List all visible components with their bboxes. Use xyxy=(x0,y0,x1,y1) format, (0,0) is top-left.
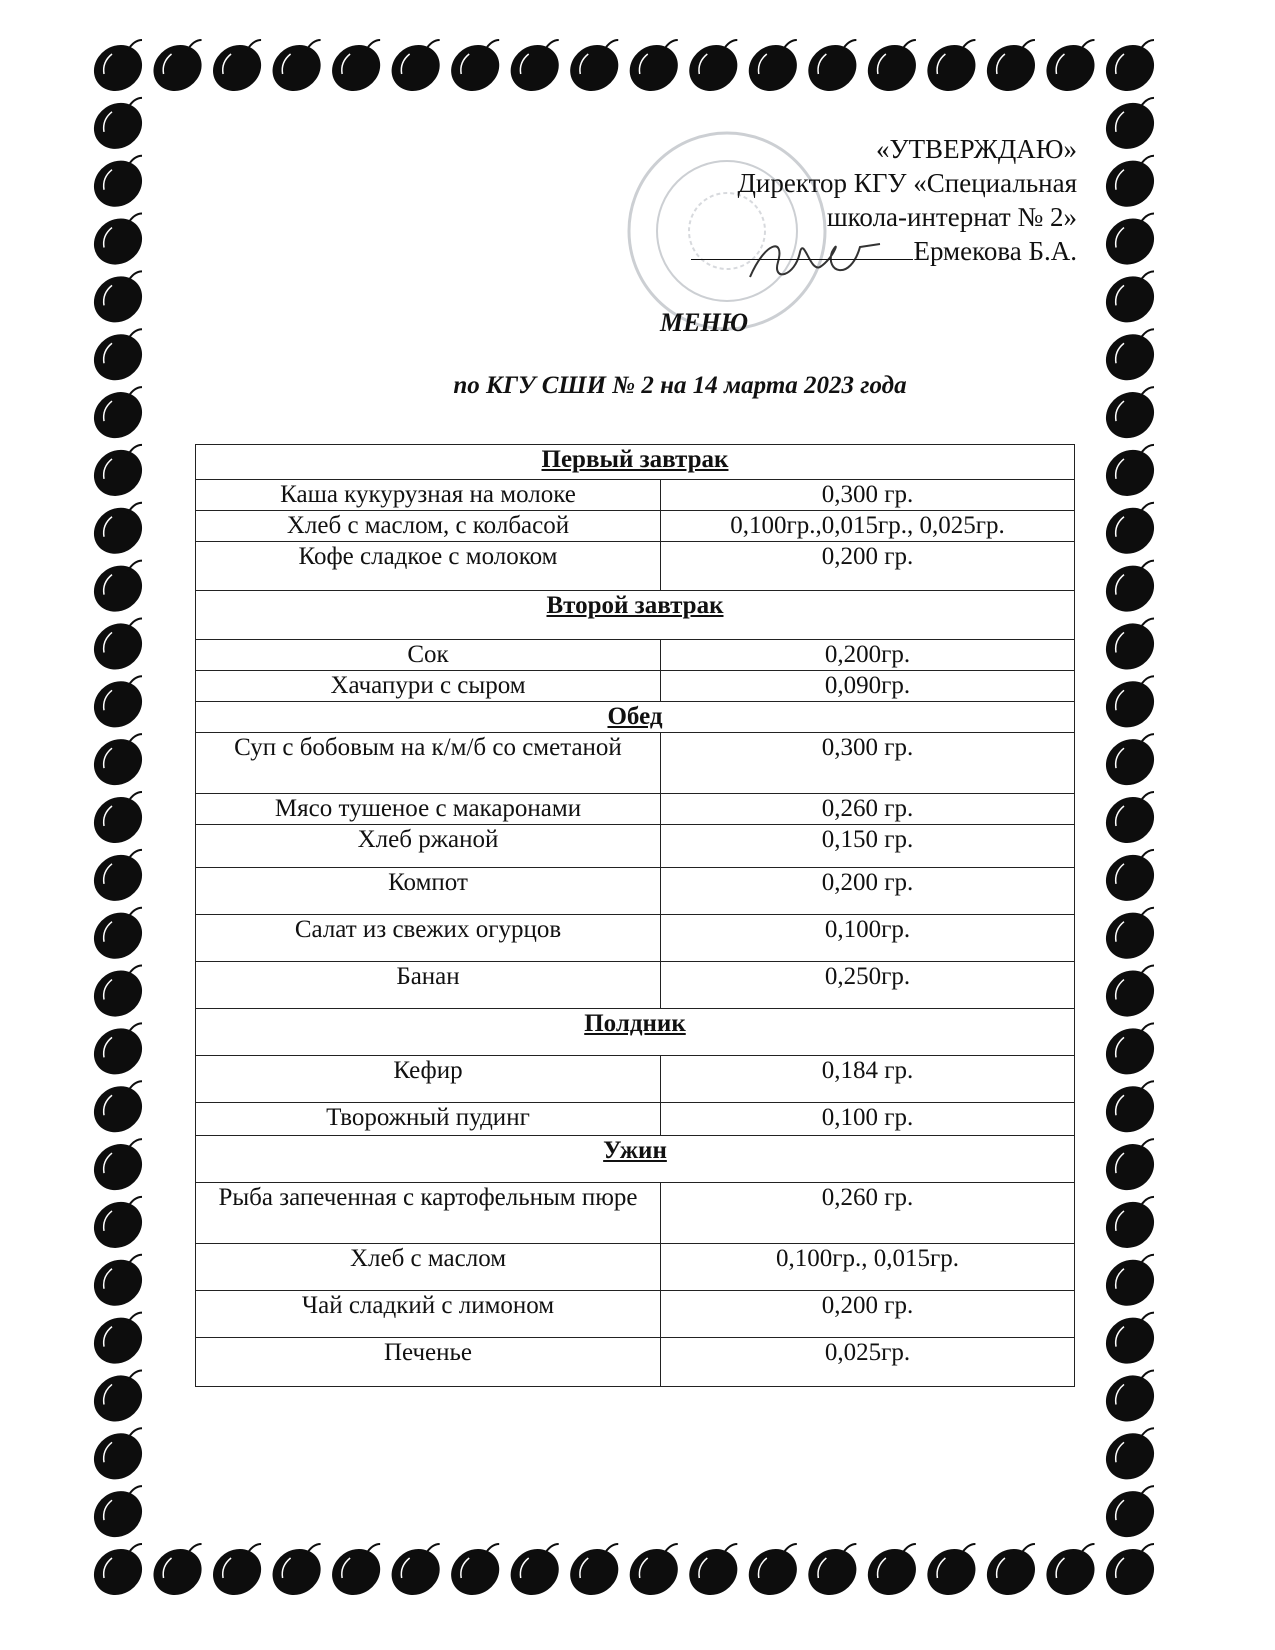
apple-border-icon xyxy=(85,441,151,506)
apple-border-icon xyxy=(918,1540,984,1605)
apple-border-icon xyxy=(502,1540,568,1605)
section-row xyxy=(196,1009,1075,1056)
apple-border-icon xyxy=(85,325,151,390)
dish-amount: 0,184 гр. xyxy=(661,1056,1075,1103)
apple-border-icon xyxy=(1097,209,1163,274)
apple-border-icon xyxy=(1097,1135,1163,1200)
apple-border-icon xyxy=(85,151,151,216)
dish-name: Кефир xyxy=(196,1056,661,1103)
signature-underline xyxy=(691,237,913,260)
apple-border-icon xyxy=(1097,325,1163,390)
menu-table xyxy=(195,444,1075,1387)
apple-border-icon xyxy=(740,36,806,101)
apple-border-icon xyxy=(1097,1366,1163,1431)
apple-border-icon xyxy=(859,36,925,101)
apple-border-icon xyxy=(85,1193,151,1258)
apple-border-icon xyxy=(85,93,151,158)
apple-border-icon xyxy=(1097,1308,1163,1373)
dish-amount: 0,100гр.,0,015гр., 0,025гр. xyxy=(661,511,1075,542)
dish-amount: 0,025гр. xyxy=(661,1338,1075,1387)
dish-name: Суп с бобовым на к/м/б со сметаной xyxy=(196,733,661,794)
apple-border-icon xyxy=(85,36,151,101)
menu-item-row xyxy=(196,1056,1075,1103)
apple-border-icon xyxy=(85,1424,151,1489)
dish-name: Сок xyxy=(196,640,661,671)
apple-border-icon xyxy=(1097,498,1163,563)
apple-border-icon xyxy=(1097,1540,1163,1605)
apple-border-icon xyxy=(1097,1077,1163,1142)
apple-border-icon xyxy=(1097,1193,1163,1258)
approval-heading: «УТВЕРЖДАЮ» xyxy=(875,134,1077,164)
apple-border-icon xyxy=(1097,383,1163,448)
menu-item-row xyxy=(196,542,1075,591)
apple-border-icon xyxy=(621,1540,687,1605)
apple-border-icon xyxy=(1097,845,1163,910)
apple-border-icon xyxy=(383,36,449,101)
dish-name: Творожный пудинг xyxy=(196,1103,661,1136)
director-name: Ермекова Б.А. xyxy=(913,236,1077,266)
signature-line xyxy=(637,234,1077,268)
dish-name: Салат из свежих огурцов xyxy=(196,915,661,962)
dish-name: Банан xyxy=(196,962,661,1009)
apple-border-icon xyxy=(1097,556,1163,621)
apple-border-icon xyxy=(442,1540,508,1605)
section-row xyxy=(196,445,1075,480)
dish-amount: 0,260 гр. xyxy=(661,794,1075,825)
apple-border-icon xyxy=(85,788,151,853)
approval-position: Директор КГУ «Специальная xyxy=(737,168,1077,198)
dish-name: Хлеб с маслом, с колбасой xyxy=(196,511,661,542)
approval-block xyxy=(637,132,1077,268)
menu-item-row xyxy=(196,868,1075,915)
dish-name: Мясо тушеное с макаронами xyxy=(196,794,661,825)
apple-border-icon xyxy=(85,1308,151,1373)
menu-item-row xyxy=(196,671,1075,702)
apple-border-icon xyxy=(144,36,210,101)
menu-item-row xyxy=(196,511,1075,542)
dish-amount: 0,090гр. xyxy=(661,671,1075,702)
apple-border-icon xyxy=(85,1077,151,1142)
dish-name: Хачапури с сыром xyxy=(196,671,661,702)
apple-border-icon xyxy=(561,1540,627,1605)
menu-item-row xyxy=(196,915,1075,962)
dish-name: Печенье xyxy=(196,1338,661,1387)
apple-border-icon xyxy=(85,672,151,737)
apple-border-icon xyxy=(1097,1250,1163,1315)
dish-name: Рыба запеченная с картофельным пюре xyxy=(196,1183,661,1244)
dish-amount: 0,200 гр. xyxy=(661,542,1075,591)
apple-border-icon xyxy=(85,556,151,621)
apple-border-icon xyxy=(978,36,1044,101)
dish-name: Каша кукурузная на молоке xyxy=(196,480,661,511)
apple-border-icon xyxy=(740,1540,806,1605)
menu-item-row xyxy=(196,640,1075,671)
apple-border-icon xyxy=(1097,730,1163,795)
approval-organization: школа-интернат № 2» xyxy=(826,202,1077,232)
apple-border-icon xyxy=(621,36,687,101)
dish-amount: 0,200 гр. xyxy=(661,1291,1075,1338)
dish-amount: 0,200 гр. xyxy=(661,868,1075,915)
apple-border-icon xyxy=(502,36,568,101)
apple-border-icon xyxy=(442,36,508,101)
apple-border-icon xyxy=(1097,151,1163,216)
apple-border-icon xyxy=(799,36,865,101)
apple-border-icon xyxy=(144,1540,210,1605)
apple-border-icon xyxy=(204,1540,270,1605)
apple-border-icon xyxy=(85,614,151,679)
apple-border-icon xyxy=(263,1540,329,1605)
apple-border-icon xyxy=(1097,1424,1163,1489)
dish-amount: 0,150 гр. xyxy=(661,825,1075,868)
apple-border-icon xyxy=(85,1019,151,1084)
apple-border-icon xyxy=(85,903,151,968)
dish-name: Чай сладкий с лимоном xyxy=(196,1291,661,1338)
apple-border-icon xyxy=(1097,788,1163,853)
section-row xyxy=(196,591,1075,640)
apple-border-icon xyxy=(263,36,329,101)
apple-border-icon xyxy=(1097,1019,1163,1084)
apple-border-icon xyxy=(918,36,984,101)
apple-border-icon xyxy=(85,1250,151,1315)
apple-border-icon xyxy=(85,845,151,910)
menu-item-row xyxy=(196,1244,1075,1291)
menu-item-row xyxy=(196,825,1075,868)
menu-item-row xyxy=(196,733,1075,794)
menu-item-row xyxy=(196,962,1075,1009)
apple-border-icon xyxy=(1097,1482,1163,1547)
dish-amount: 0,200гр. xyxy=(661,640,1075,671)
apple-border-icon xyxy=(85,209,151,274)
dish-amount: 0,100 гр. xyxy=(661,1103,1075,1136)
section-title: Обед xyxy=(196,702,1075,733)
section-row xyxy=(196,1136,1075,1183)
section-title: Ужин xyxy=(196,1136,1075,1183)
apple-border-icon xyxy=(1097,672,1163,737)
menu-item-row xyxy=(196,1338,1075,1387)
apple-border-icon xyxy=(85,730,151,795)
apple-border-icon xyxy=(85,961,151,1026)
dish-amount: 0,260 гр. xyxy=(661,1183,1075,1244)
dish-amount: 0,300 гр. xyxy=(661,480,1075,511)
menu-item-row xyxy=(196,1103,1075,1136)
dish-name: Компот xyxy=(196,868,661,915)
apple-border-icon xyxy=(1097,441,1163,506)
apple-border-icon xyxy=(85,1482,151,1547)
dish-amount: 0,300 гр. xyxy=(661,733,1075,794)
menu-item-row xyxy=(196,1183,1075,1244)
menu-title: МЕНЮ xyxy=(660,308,749,337)
apple-border-icon xyxy=(1097,267,1163,332)
dish-name: Хлеб с маслом xyxy=(196,1244,661,1291)
apple-border-icon xyxy=(680,1540,746,1605)
apple-border-icon xyxy=(1097,36,1163,101)
apple-border-icon xyxy=(85,1366,151,1431)
apple-border-icon xyxy=(204,36,270,101)
section-title: Второй завтрак xyxy=(196,591,1075,640)
apple-border-icon xyxy=(85,267,151,332)
apple-border-icon xyxy=(85,1135,151,1200)
dish-amount: 0,100гр., 0,015гр. xyxy=(661,1244,1075,1291)
menu-item-row xyxy=(196,480,1075,511)
dish-amount: 0,100гр. xyxy=(661,915,1075,962)
apple-border-icon xyxy=(323,36,389,101)
apple-border-icon xyxy=(85,383,151,448)
menu-subtitle: по КГУ СШИ № 2 на 14 марта 2023 года xyxy=(453,372,907,399)
menu-item-row xyxy=(196,794,1075,825)
apple-border-icon xyxy=(1097,93,1163,158)
dish-name: Хлеб ржаной xyxy=(196,825,661,868)
apple-border-icon xyxy=(859,1540,925,1605)
apple-border-icon xyxy=(85,498,151,563)
apple-border-icon xyxy=(1037,1540,1103,1605)
dish-name: Кофе сладкое с молоком xyxy=(196,542,661,591)
apple-border-icon xyxy=(1097,961,1163,1026)
apple-border-icon xyxy=(85,1540,151,1605)
dish-amount: 0,250гр. xyxy=(661,962,1075,1009)
menu-item-row xyxy=(196,1291,1075,1338)
apple-border-icon xyxy=(1097,614,1163,679)
section-row xyxy=(196,702,1075,733)
section-title: Первый завтрак xyxy=(196,445,1075,480)
apple-border-icon xyxy=(978,1540,1044,1605)
apple-border-icon xyxy=(1037,36,1103,101)
apple-border-icon xyxy=(383,1540,449,1605)
apple-border-icon xyxy=(1097,903,1163,968)
apple-border-icon xyxy=(799,1540,865,1605)
apple-border-icon xyxy=(561,36,627,101)
apple-border-icon xyxy=(680,36,746,101)
section-title: Полдник xyxy=(196,1009,1075,1056)
apple-border-icon xyxy=(323,1540,389,1605)
